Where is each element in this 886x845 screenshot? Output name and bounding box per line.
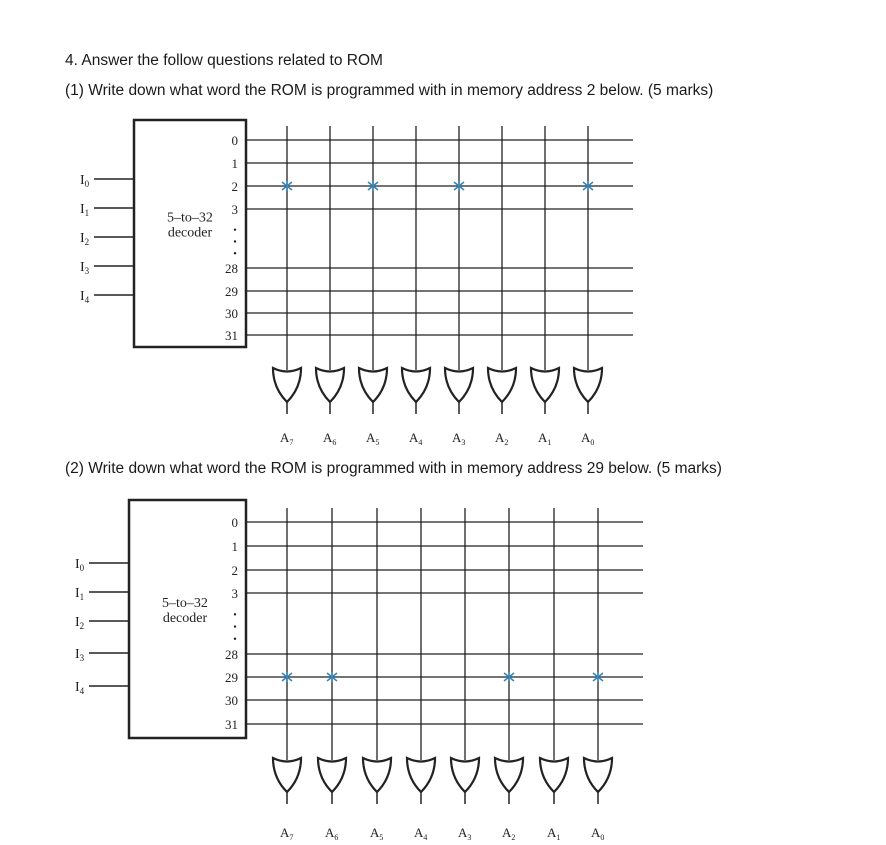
input-label: $I_0$ xyxy=(75,557,85,573)
question-heading: 4. Answer the follow questions related to ROM xyxy=(65,52,383,69)
or-gate xyxy=(363,758,391,804)
row-label: 30 xyxy=(225,693,238,708)
or-gate-body xyxy=(363,758,391,792)
decoder-label: 5–to–32 xyxy=(162,596,208,611)
output-label: $A_0$ xyxy=(581,430,595,447)
input-label: $I_3$ xyxy=(80,260,90,276)
input-label: $I_1$ xyxy=(80,202,90,218)
ellipsis-dot xyxy=(234,638,236,640)
or-gate xyxy=(584,758,612,804)
output-label: $A_6$ xyxy=(325,825,339,842)
row-label: 28 xyxy=(225,261,238,276)
row-label: 2 xyxy=(231,179,238,194)
or-gate xyxy=(451,758,479,804)
or-gate-body xyxy=(495,758,523,792)
row-label: 3 xyxy=(231,202,238,217)
or-gate-body xyxy=(540,758,568,792)
row-label: 29 xyxy=(225,284,238,299)
output-label: $A_5$ xyxy=(370,825,384,842)
row-label: 0 xyxy=(231,515,238,530)
output-label: $A_6$ xyxy=(323,430,337,447)
or-gate-body xyxy=(584,758,612,792)
output-label: $A_0$ xyxy=(591,825,605,842)
question-part-2: (2) Write down what word the ROM is programmed with in memory address 29 below. (5 marks) xyxy=(65,460,722,477)
row-label: 0 xyxy=(231,133,238,148)
or-gate xyxy=(540,758,568,804)
input-label: $I_2$ xyxy=(80,231,90,247)
question-part-1: (1) Write down what word the ROM is programmed with in memory address 2 below. (5 marks) xyxy=(65,82,714,99)
or-gate-body xyxy=(318,758,346,792)
input-label: $I_2$ xyxy=(75,615,85,631)
or-gate xyxy=(495,758,523,804)
output-label: $A_2$ xyxy=(495,430,509,447)
output-label: $A_5$ xyxy=(366,430,380,447)
input-label: $I_3$ xyxy=(75,647,85,663)
output-label: $A_7$ xyxy=(280,430,294,447)
output-label: $A_2$ xyxy=(502,825,516,842)
row-label: 1 xyxy=(231,539,238,554)
decoder-label: 5–to–32 xyxy=(167,210,213,226)
input-label: $I_4$ xyxy=(75,680,85,696)
row-label: 29 xyxy=(225,670,238,685)
decoder-label: decoder xyxy=(167,225,213,241)
or-gate-body xyxy=(451,758,479,792)
row-label: 28 xyxy=(225,647,238,662)
row-label: 31 xyxy=(225,717,238,732)
or-gate xyxy=(273,758,301,804)
input-label: $I_4$ xyxy=(80,289,90,305)
input-label: $I_1$ xyxy=(75,586,85,602)
or-gate-body xyxy=(273,758,301,792)
output-label: $A_4$ xyxy=(414,825,428,842)
or-gate xyxy=(407,758,435,804)
output-label: $A_1$ xyxy=(547,825,561,842)
row-label: 31 xyxy=(225,328,238,343)
output-label: $A_1$ xyxy=(538,430,552,447)
row-label: 30 xyxy=(225,306,238,321)
row-label: 1 xyxy=(231,156,238,171)
or-gate xyxy=(318,758,346,804)
output-label: $A_7$ xyxy=(280,825,294,842)
row-label: 2 xyxy=(231,563,238,578)
ellipsis-dot xyxy=(234,613,236,615)
input-label: $I_0$ xyxy=(80,173,90,189)
decoder-label: decoder xyxy=(162,611,208,626)
output-label: $A_4$ xyxy=(409,430,423,447)
or-gate-body xyxy=(407,758,435,792)
row-label: 3 xyxy=(231,586,238,601)
output-label: $A_3$ xyxy=(452,430,466,447)
output-label: $A_3$ xyxy=(458,825,472,842)
ellipsis-dot xyxy=(234,625,236,627)
